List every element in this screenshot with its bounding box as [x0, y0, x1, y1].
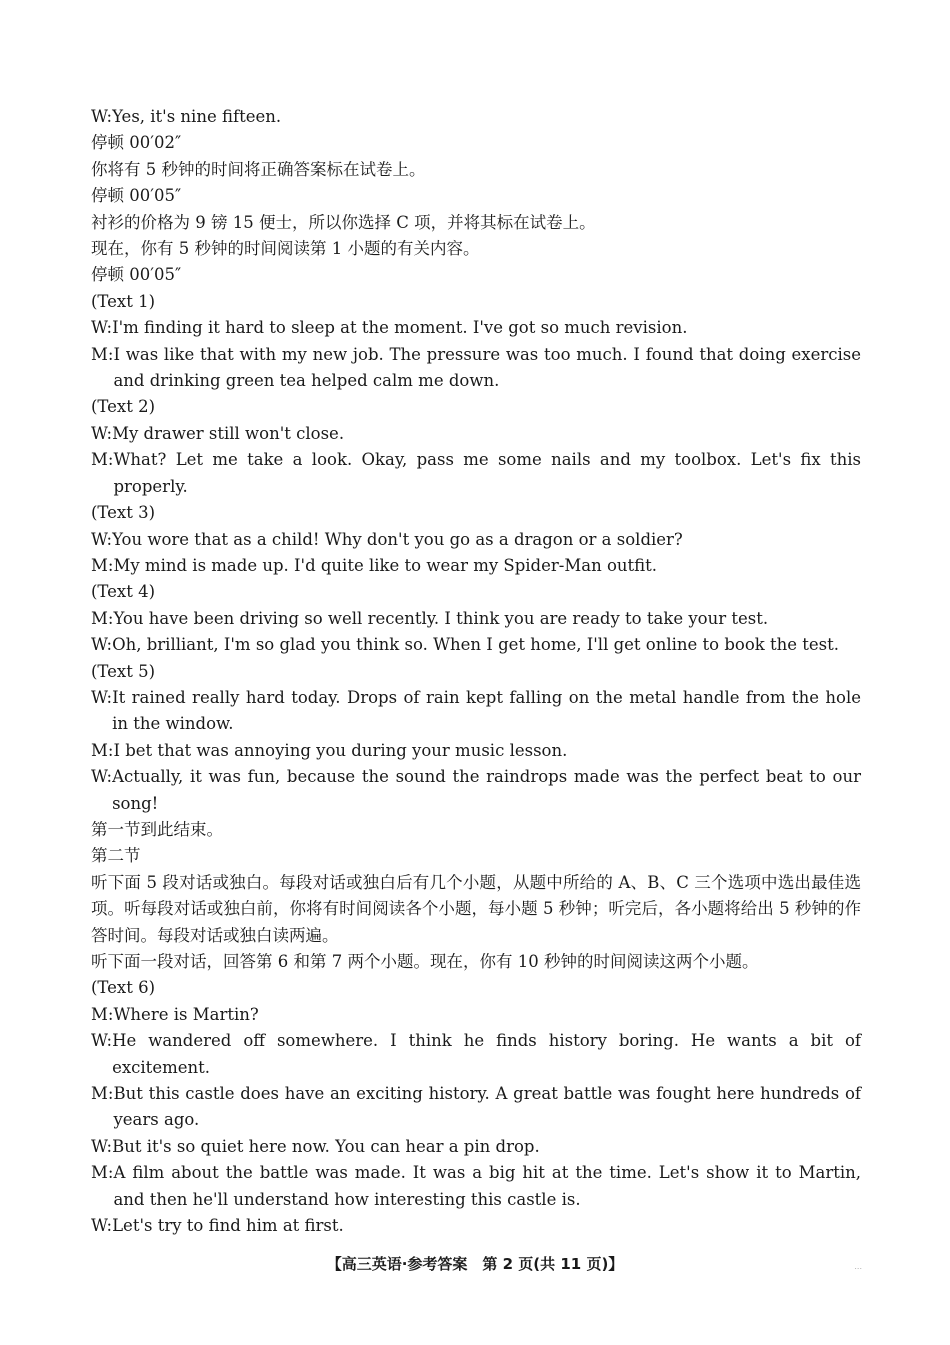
speaker-label: W:: [91, 767, 113, 787]
dialogue-text: You have been driving so well recently. I think you are ready to take your test.: [113, 608, 769, 628]
dialogue-line: [91, 764, 861, 817]
dialogue-text: I bet that was annoying you during your music lesson.: [113, 740, 568, 760]
dialogue-line: [91, 421, 861, 447]
speaker-label: W:: [91, 529, 113, 549]
dialogue-line: [91, 104, 861, 130]
speaker-label: M:: [91, 450, 114, 470]
dialogue-text: Oh, brilliant, I'm so glad you think so. When I get home, I'll get online to book the test.: [112, 635, 840, 655]
text-label: (Text 3): [91, 503, 156, 523]
dialogue-line: [91, 342, 861, 395]
instruction-line: 第一节到此结束。: [91, 819, 223, 839]
dialogue-text: It rained really hard today. Drops of rain kept falling on the metal handle from the hole in the window.: [112, 687, 861, 734]
dialogue-text: I was like that with my new job. The pressure was too much. I found that doing exercise and drinking green tea helped calm me down.: [113, 344, 861, 391]
dialogue-text: Yes, it's nine fifteen.: [112, 107, 282, 126]
speaker-label: M:: [91, 344, 114, 364]
answer-key-page: [91, 104, 861, 1239]
speaker-label: W:: [91, 687, 113, 707]
dialogue-line: [91, 447, 861, 500]
dialogue-text: What? Let me take a look. Okay, pass me some nails and my toolbox. Let's fix this properly.: [113, 450, 861, 496]
speaker-label: W:: [91, 635, 113, 655]
dialogue-text: Let's try to find him at first.: [112, 1216, 344, 1236]
speaker-label: W:: [91, 1136, 113, 1156]
dialogue-line: [91, 1002, 861, 1028]
instruction-line: 停顿 00′05″: [91, 186, 182, 206]
speaker-label: W:: [91, 318, 113, 338]
page-footer: 【高三英语·参考答案 第 2 页(共 11 页)】: [326, 1255, 624, 1273]
instruction-line: 第二节: [91, 846, 141, 866]
dialogue-text: But it's so quiet here now. You can hear a pin drop.: [112, 1136, 540, 1156]
dialogue-line: [91, 527, 861, 553]
text-label: (Text 5): [91, 661, 156, 681]
speaker-label: M:: [91, 1084, 114, 1104]
speaker-label: W:: [91, 423, 113, 443]
text-label: (Text 4): [91, 582, 156, 602]
dialogue-text: A film about the battle was made. It was a big hit at the time. Let's show it to Martin, and then he'll understand how interesting this castle is.: [113, 1163, 861, 1209]
instruction-line: 现在，你有 5 秒钟的时间阅读第 1 小题的有关内容。: [91, 239, 480, 259]
dialogue-line: [91, 685, 861, 738]
dialogue-line: [91, 1213, 861, 1239]
speaker-label: M:: [91, 1163, 114, 1183]
dialogue-line: [91, 1081, 861, 1134]
instruction-line: 停顿 00′05″: [91, 265, 182, 285]
dialogue-text: Actually, it was fun, because the sound the raindrops made was the perfect beat to our song!: [112, 767, 861, 813]
dialogue-line: [91, 738, 861, 764]
dialogue-line: [91, 1134, 861, 1160]
dialogue-text: My drawer still won't close.: [112, 423, 345, 443]
text-label: (Text 6): [91, 978, 156, 998]
dialogue-text: You wore that as a child! Why don't you go as a dragon or a soldier?: [112, 529, 683, 549]
speaker-label: W:: [91, 1216, 113, 1236]
dialogue-line: [91, 315, 861, 341]
text-label: (Text 2): [91, 397, 156, 417]
dialogue-line: [91, 1028, 861, 1081]
speaker-label: M:: [91, 555, 114, 575]
speaker-label: M:: [91, 740, 114, 760]
dialogue-text: But this castle does have an exciting history. A great battle was fought here hundreds of years ago.: [113, 1084, 861, 1130]
instruction-line: 停顿 00′02″: [91, 133, 182, 153]
speaker-label: M:: [91, 608, 114, 628]
dialogue-line: [91, 606, 861, 632]
speaker-label: M:: [91, 1004, 114, 1024]
text-label: (Text 1): [91, 291, 156, 311]
instruction-line: 听下面一段对话，回答第 6 和第 7 两个小题。现在，你有 10 秒钟的时间阅读这两个小题。: [91, 952, 759, 971]
dialogue-text: My mind is made up. I'd quite like to wear my Spider-Man outfit.: [113, 555, 658, 575]
speaker-label: W:: [91, 1031, 113, 1051]
dialogue-text: Where is Martin?: [113, 1004, 259, 1024]
instruction-line: 衬衫的价格为 9 镑 15 便士，所以你选择 C 项，并将其标在试卷上。: [91, 212, 596, 232]
dialogue-line: [91, 632, 861, 658]
dialogue-line: [91, 553, 861, 579]
dialogue-text: I'm finding it hard to sleep at the moment. I've got so much revision.: [112, 318, 688, 338]
speaker-label: W:: [91, 107, 113, 126]
dialogue-line: [91, 1160, 861, 1213]
dialogue-text: He wandered off somewhere. I think he finds history boring. He wants a bit of excitement.: [112, 1031, 861, 1077]
instruction-line: 你将有 5 秒钟的时间将正确答案标在试卷上。: [91, 159, 426, 179]
instruction-paragraph: 听下面 5 段对话或独白。每段对话或独白后有几个小题，从题中所给的 A、B、C 三个选项中选出最佳选项。听每段对话或独白前，你将有时间阅读各个小题，每小题 5 秒钟；听完后，各小题将给出 5 秒钟的作答时间。每段对话或独白读两遍。: [91, 872, 861, 945]
corner-mark: ...: [854, 1262, 862, 1271]
